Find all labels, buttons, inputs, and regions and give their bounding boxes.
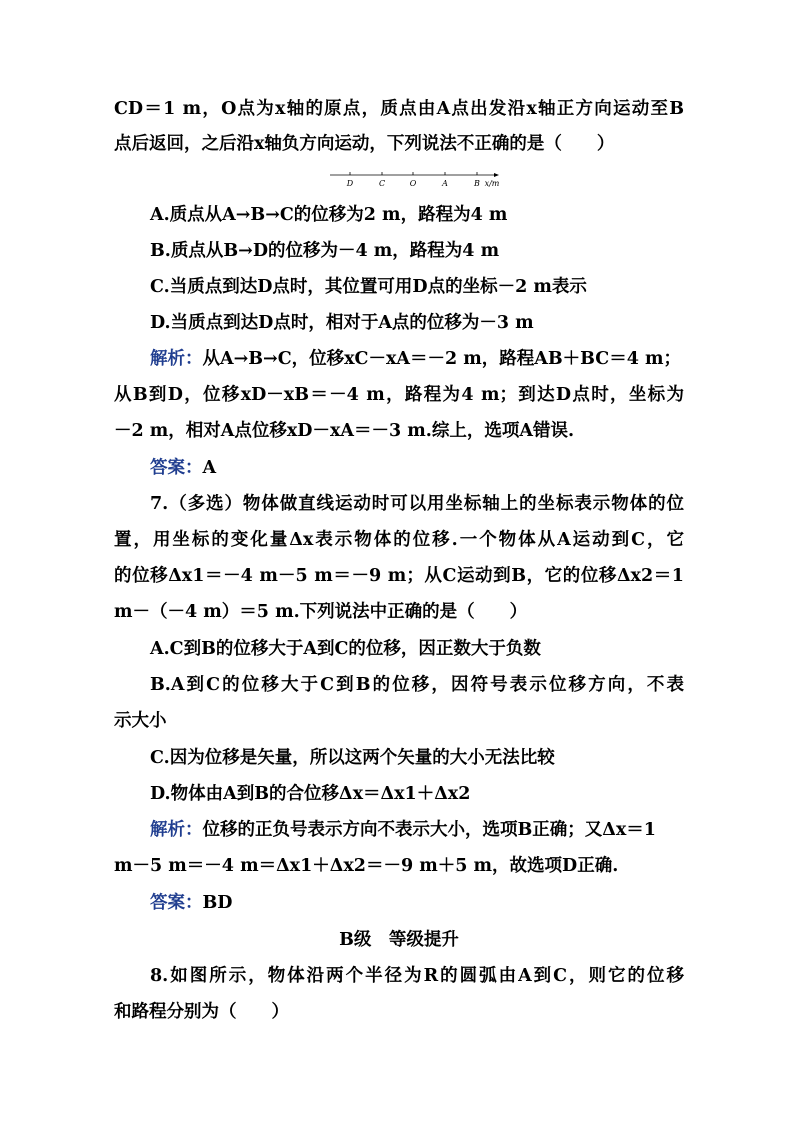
q6-analysis-line-1 — [150, 346, 684, 372]
axis-label-a: A — [442, 179, 448, 188]
q8-stem-line-2: 和路程分别为（ ） — [114, 1002, 289, 1022]
q7-answer — [150, 890, 684, 916]
q7-option-a: A.C到B的位移大于A到C的位移，因正数大于负数 — [150, 639, 541, 659]
q7-analysis-line-2: m－5 m＝－4 m＝Δx1＋Δx2＝－9 m＋5 m，故选项D正确. — [114, 856, 619, 876]
q7-stem-line-3: 的位移Δx1＝－4 m－5 m＝－9 m；从C运动到B，它的位移Δx2＝1 — [114, 566, 684, 586]
q7-option-b-line-1: B.A到C的位移大于C到B的位移，因符号表示位移方向，不表 — [150, 675, 684, 695]
q7-analysis-line-1 — [150, 817, 684, 843]
axis-label-o: O — [409, 179, 417, 188]
q6-stem-line-2: 点后返回，之后沿x轴负方向运动，下列说法不正确的是（ ） — [114, 134, 615, 154]
q6-stem-line-1: CD＝1 m，O点为x轴的原点，质点由A点出发沿x轴正方向运动至B — [114, 99, 684, 119]
q7-option-c: C.因为位移是矢量，所以这两个矢量的大小无法比较 — [150, 748, 555, 768]
q7-stem-line-4: m－（－4 m）＝5 m.下列说法中正确的是（ ） — [114, 602, 528, 622]
q6-analysis-line-2: 从B到D，位移xD－xB＝－4 m，路程为4 m；到达D点时，坐标为 — [114, 385, 684, 405]
axis-label-d: D — [346, 179, 354, 188]
q6-answer — [150, 455, 684, 481]
section-title: B级 等级提升 — [339, 930, 459, 950]
q7-option-b-line-2: 示大小 — [114, 711, 167, 731]
q6-option-b: B.质点从B→D的位移为－4 m，路程为4 m — [150, 241, 500, 261]
axis-label-b: B — [474, 179, 480, 188]
q6-option-c: C.当质点到达D点时，其位置可用D点的坐标－2 m表示 — [150, 277, 587, 297]
q7-analysis-label: 解析： — [150, 820, 203, 840]
q6-analysis-line-3: －2 m，相对A点位移xD－xA＝－3 m.综上，选项A错误. — [114, 421, 575, 441]
axis-label-c: C — [378, 179, 386, 188]
q8-stem-line-1: 8.如图所示，物体沿两个半径为R的圆弧由A到C，则它的位移 — [150, 966, 684, 986]
q7-answer-label: 答案： — [150, 893, 203, 913]
axis-unit: x/m — [484, 179, 500, 188]
q7-stem-line-1: 7.（多选）物体做直线运动时可以用坐标轴上的坐标表示物体的位 — [150, 494, 684, 514]
q6-answer-label: 答案： — [150, 458, 203, 478]
q6-analysis-text-1: 从A→B→C，位移xC－xA＝－2 m，路程AB＋BC＝4 m； — [202, 349, 681, 369]
q6-option-a: A.质点从A→B→C的位移为2 m，路程为4 m — [150, 205, 508, 225]
q7-stem-line-2: 置，用坐标的变化量Δx表示物体的位移.一个物体从A运动到C，它 — [114, 530, 684, 550]
q7-answer-value: BD — [202, 893, 233, 913]
q6-analysis-label: 解析： — [150, 349, 203, 369]
q6-answer-value: A — [202, 458, 217, 478]
q7-option-d: D.物体由A到B的合位移Δx＝Δx1＋Δx2 — [150, 784, 471, 804]
q6-option-d: D.当质点到达D点时，相对于A点的位移为－3 m — [150, 313, 534, 333]
q7-analysis-text-1: 位移的正负号表示方向不表示大小，选项B正确；又Δx＝1 — [202, 820, 656, 840]
number-line-figure — [326, 168, 506, 192]
